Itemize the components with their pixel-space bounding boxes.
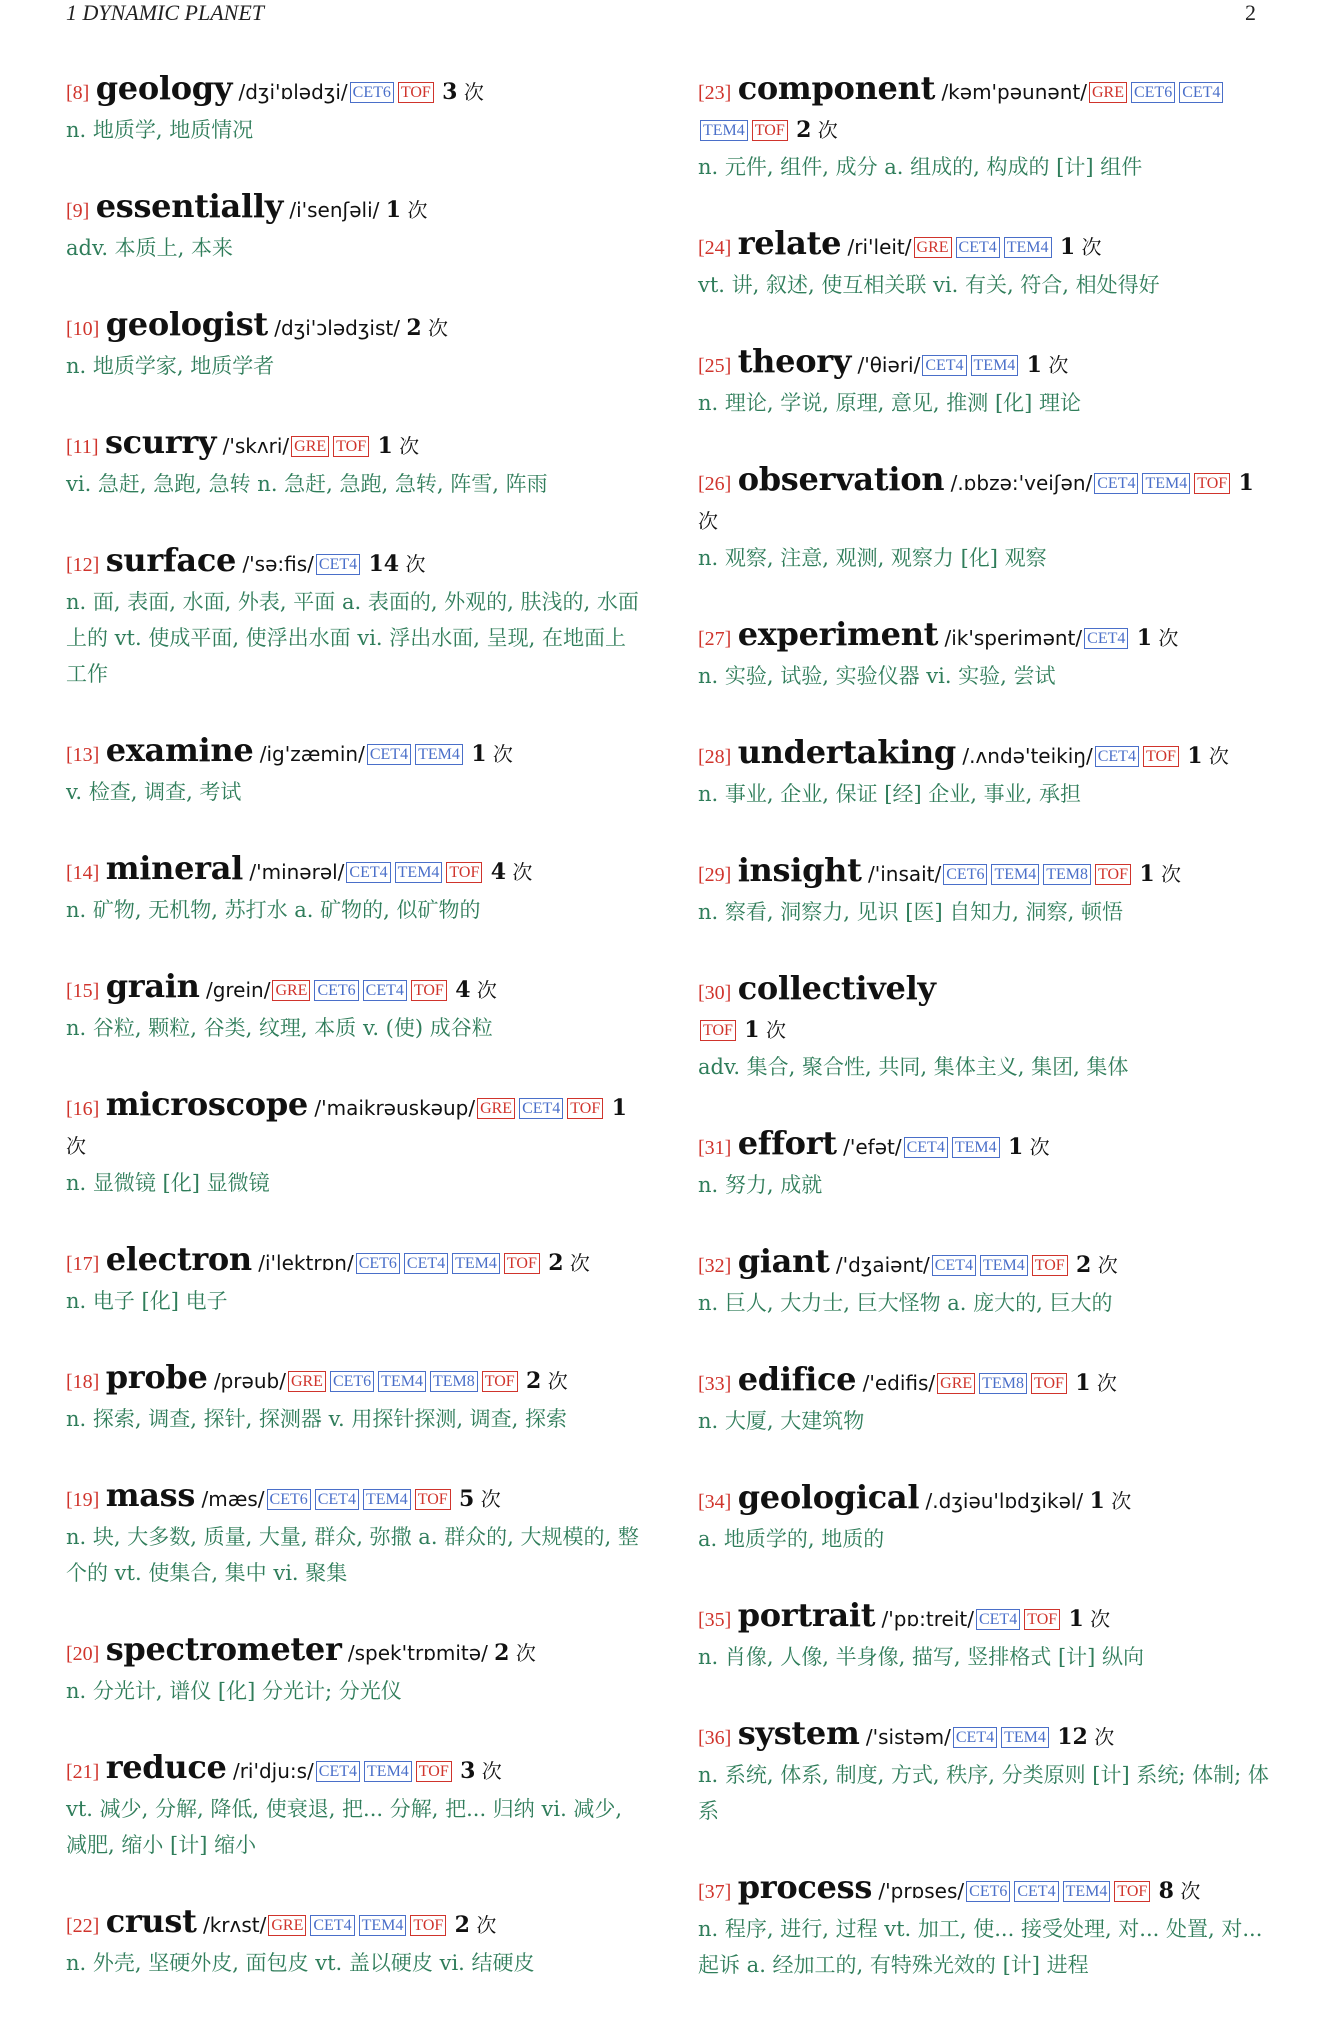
entry-word: scurry [104, 423, 217, 461]
entry-number: [8] [66, 82, 90, 104]
word-entry [698, 852, 1273, 930]
exam-tag: TOF [398, 82, 434, 103]
entry-phonetic: /grein/ [205, 978, 271, 1002]
exam-tag: TEM4 [378, 1371, 426, 1392]
exam-tag: TEM4 [952, 1137, 1000, 1158]
entry-number: [15] [66, 980, 100, 1002]
word-entry [698, 734, 1273, 812]
entry-phonetic: /krʌst/ [202, 1913, 267, 1937]
entry-definition: n. 块, 大多数, 质量, 大量, 群众, 弥撒 a. 群众的, 大规模的, 整个的 vt. 使集合, 集中 vi. 聚集 [66, 1525, 639, 1585]
exam-tag: CET6 [356, 1253, 400, 1274]
entry-word: reduce [105, 1748, 227, 1786]
entry-phonetic: /'pɒ:treit/ [881, 1607, 974, 1631]
exam-tag: TOF [700, 1020, 736, 1041]
exam-tag: CET6 [330, 1371, 374, 1392]
entry-definition: n. 观察, 注意, 观测, 观察力 [化] 观察 [698, 546, 1047, 570]
entry-number: [25] [698, 355, 732, 377]
word-entry [66, 1086, 641, 1201]
entry-frequency: 12 次 [1057, 1724, 1115, 1750]
word-entry [698, 970, 1273, 1085]
entry-number: [16] [66, 1098, 100, 1120]
exam-tag: CET4 [904, 1137, 948, 1158]
exam-tag: TEM4 [1004, 237, 1052, 258]
entry-word: mass [105, 1476, 196, 1514]
entry-number: [33] [698, 1373, 732, 1395]
exam-tag: TEM4 [700, 120, 748, 141]
exam-tag: CET4 [953, 1727, 997, 1748]
entry-frequency: 4 次 [455, 977, 497, 1003]
word-entry [698, 343, 1273, 421]
entry-headline [698, 1361, 1273, 1403]
exam-tag: TOF [415, 1489, 451, 1510]
entry-number: [9] [66, 200, 90, 222]
entry-number: [22] [66, 1915, 100, 1937]
entry-phonetic: /'minərəl/ [249, 860, 345, 884]
exam-tag: TOF [411, 980, 447, 1001]
entry-number: [12] [66, 554, 100, 576]
entry-phonetic: /ik'sperimənt/ [944, 626, 1083, 650]
entry-number: [27] [698, 628, 732, 650]
exam-tag: TOF [482, 1371, 518, 1392]
exam-tag: TEM4 [452, 1253, 500, 1274]
entry-headline [698, 852, 1273, 894]
entry-number: [17] [66, 1253, 100, 1275]
exam-tag: GRE [268, 1915, 306, 1936]
entry-phonetic: /.ʌndə'teikiŋ/ [962, 744, 1093, 768]
word-entry [66, 1903, 641, 1981]
entry-phonetic: /'skʌri/ [222, 434, 290, 458]
word-entry [698, 616, 1273, 694]
entry-phonetic: /spek'trɒmitə/ [347, 1641, 488, 1665]
entry-word: probe [105, 1358, 208, 1396]
exam-tag: CET4 [367, 744, 411, 765]
entry-definition: n. 大厦, 大建筑物 [698, 1409, 865, 1433]
entry-headline [66, 1241, 641, 1283]
entry-phonetic: /'maikrəuskəup/ [314, 1096, 476, 1120]
entry-headline [66, 306, 641, 348]
entry-definition: n. 理论, 学说, 原理, 意见, 推测 [化] 理论 [698, 391, 1082, 415]
entry-headline [698, 343, 1273, 385]
word-entry [698, 1715, 1273, 1829]
entry-frequency: 1 次 [66, 1095, 627, 1158]
exam-tag: TEM4 [1142, 473, 1190, 494]
entry-number: [18] [66, 1371, 100, 1393]
exam-tag: CET4 [932, 1255, 976, 1276]
word-entry [698, 1243, 1273, 1321]
entry-headline [698, 1597, 1273, 1639]
entry-phonetic: /dʒi'ɒlədʒi/ [238, 80, 348, 104]
entry-frequency: 1 次 [471, 741, 513, 767]
entry-frequency: 2 次 [406, 315, 448, 341]
entry-word: spectrometer [105, 1630, 342, 1668]
exam-tag: TOF [416, 1761, 452, 1782]
exam-tag: CET4 [363, 980, 407, 1001]
exam-tag: TOF [1024, 1609, 1060, 1630]
entry-number: [30] [698, 982, 732, 1004]
entry-phonetic: /'sistəm/ [865, 1725, 951, 1749]
entry-headline [698, 1869, 1273, 1911]
entry-number: [32] [698, 1255, 732, 1277]
entry-word: edifice [737, 1360, 857, 1398]
exam-tag: CET6 [314, 980, 358, 1001]
exam-tag: TEM4 [1001, 1727, 1049, 1748]
word-entry [698, 1597, 1273, 1675]
entry-frequency: 3 次 [442, 79, 484, 105]
entry-phonetic: /ig'zæmin/ [259, 742, 365, 766]
entry-word: crust [105, 1902, 197, 1940]
entry-definition: n. 努力, 成就 [698, 1173, 823, 1197]
exam-tag: GRE [937, 1373, 975, 1394]
entry-number: [29] [698, 864, 732, 886]
entry-frequency: 1 次 [385, 197, 428, 223]
entry-definition: n. 察看, 洞察力, 见识 [医] 自知力, 洞察, 顿悟 [698, 900, 1124, 924]
entry-number: [28] [698, 746, 732, 768]
entry-headline [698, 461, 1273, 540]
word-entry [66, 850, 641, 928]
entry-number: [37] [698, 1881, 732, 1903]
exam-tag: CET6 [943, 864, 987, 885]
entry-frequency: 1 次 [1026, 352, 1069, 378]
word-entry [698, 1361, 1273, 1439]
entry-phonetic: /'sə:fis/ [242, 552, 314, 576]
entry-phonetic: /.dʒiəu'lɒdʒikəl/ [925, 1489, 1084, 1513]
entry-word: geological [737, 1478, 920, 1516]
entry-headline [66, 1086, 641, 1165]
entry-frequency: 4 次 [490, 859, 533, 885]
word-entry [66, 542, 641, 692]
word-entry [66, 70, 641, 148]
entry-definition: n. 事业, 企业, 保证 [经] 企业, 事业, 承担 [698, 782, 1082, 806]
entry-definition: vt. 讲, 叙述, 使互相关联 vi. 有关, 符合, 相处得好 [698, 273, 1160, 297]
entry-frequency: 14 次 [368, 551, 426, 577]
entry-definition: n. 程序, 进行, 过程 vt. 加工, 使... 接受处理, 对... 处置, 对... 起诉 a. 经加工的, 有特殊光效的 [计] 进程 [698, 1917, 1263, 1977]
exam-tag: TOF [1114, 1881, 1150, 1902]
entry-word: theory [737, 342, 852, 380]
word-entry [66, 1631, 641, 1709]
entry-word: observation [737, 460, 945, 498]
entry-definition: n. 地质学, 地质情况 [66, 118, 254, 142]
entry-phonetic: /kəm'pəunənt/ [941, 80, 1087, 104]
entry-frequency: 2 次 [526, 1368, 568, 1394]
exam-tag: CET4 [346, 862, 390, 883]
entry-definition: vi. 急赶, 急跑, 急转 n. 急赶, 急跑, 急转, 阵雪, 阵雨 [66, 472, 548, 496]
entry-phonetic: /i'senʃəli/ [289, 198, 380, 222]
exam-tag: TEM4 [991, 864, 1039, 885]
exam-tag: CET4 [956, 237, 1000, 258]
word-entry [698, 225, 1273, 303]
entry-number: [10] [66, 318, 100, 340]
entry-number: [24] [698, 237, 732, 259]
entry-definition: n. 面, 表面, 水面, 外表, 平面 a. 表面的, 外观的, 肤浅的, 水面上的 vt. 使成平面, 使浮出水面 vi. 浮出水面, 呈现, 在地面上工作 [66, 590, 639, 686]
entry-number: [35] [698, 1609, 732, 1631]
entry-phonetic: /mæs/ [201, 1487, 265, 1511]
entry-phonetic: /'insait/ [867, 862, 942, 886]
word-entry [66, 306, 641, 384]
entry-definition: vt. 减少, 分解, 降低, 使衰退, 把... 分解, 把... 归纳 vi. 减少, 减肥, 缩小 [计] 缩小 [66, 1797, 623, 1857]
entry-headline [66, 1477, 641, 1519]
entry-phonetic: /ri'leit/ [847, 235, 912, 259]
entry-word: relate [737, 224, 842, 262]
entry-headline [66, 850, 641, 892]
exam-tag: TEM4 [359, 1915, 407, 1936]
page-number: 2 [1245, 0, 1256, 25]
exam-tag: CET6 [267, 1489, 311, 1510]
word-entry [698, 70, 1273, 185]
exam-tag: TOF [410, 1915, 446, 1936]
exam-tag: TEM4 [1063, 1881, 1111, 1902]
entry-frequency: 5 次 [459, 1486, 501, 1512]
exam-tag: GRE [914, 237, 952, 258]
entry-word: essentially [95, 187, 283, 225]
entry-frequency: 2 次 [796, 117, 838, 143]
exam-tag: GRE [477, 1098, 515, 1119]
entry-number: [36] [698, 1727, 732, 1749]
exam-tag: CET4 [1179, 82, 1223, 103]
exam-tag: CET4 [1084, 628, 1128, 649]
exam-tag: GRE [288, 1371, 326, 1392]
entry-headline [698, 616, 1273, 658]
entry-word: microscope [105, 1085, 308, 1123]
entry-frequency: 1 次 [1068, 1606, 1111, 1632]
entry-word: grain [105, 967, 200, 1005]
word-entry [698, 461, 1273, 576]
entry-number: [21] [66, 1761, 100, 1783]
entry-headline [66, 1359, 641, 1401]
exam-tag: CET4 [316, 554, 360, 575]
word-entry [66, 188, 641, 266]
chapter-title: 1 DYNAMIC PLANET [66, 0, 265, 25]
entry-phonetic: /'edifis/ [862, 1371, 936, 1395]
entry-definition: v. 检查, 调查, 考试 [66, 780, 242, 804]
entry-frequency: 2 次 [1076, 1252, 1118, 1278]
entry-definition: n. 肖像, 人像, 半身像, 描写, 竖排格式 [计] 纵向 [698, 1645, 1145, 1669]
exam-tag: TEM4 [364, 1761, 412, 1782]
entry-headline [66, 1749, 641, 1791]
entry-number: [14] [66, 862, 100, 884]
entry-frequency: 1 次 [1075, 1370, 1117, 1396]
entry-number: [23] [698, 82, 732, 104]
word-entry [66, 1477, 641, 1591]
exam-tag: TOF [567, 1098, 603, 1119]
entry-frequency: 3 次 [460, 1758, 502, 1784]
entry-word: electron [105, 1240, 252, 1278]
left-column [66, 70, 641, 2021]
entry-definition: n. 探索, 调查, 探针, 探测器 v. 用探针探测, 调查, 探索 [66, 1407, 568, 1431]
entry-word: component [737, 69, 936, 107]
exam-tag: TEM4 [980, 1255, 1028, 1276]
entry-phonetic: /'prɒses/ [878, 1879, 965, 1903]
exam-tag: CET6 [966, 1881, 1010, 1902]
entry-headline [66, 1631, 641, 1673]
exam-tag: CET4 [404, 1253, 448, 1274]
entry-phonetic: /.ɒbzə:'veiʃən/ [950, 471, 1093, 495]
entry-definition: n. 实验, 试验, 实验仪器 vi. 实验, 尝试 [698, 664, 1056, 688]
entry-frequency: 2 次 [454, 1912, 497, 1938]
entry-word: collectively [737, 969, 936, 1007]
exam-tag: CET4 [315, 1489, 359, 1510]
entry-headline [66, 1903, 641, 1945]
page-header [66, 0, 1256, 30]
word-entry [66, 1749, 641, 1863]
exam-tag: CET4 [316, 1761, 360, 1782]
entry-frequency: 1 次 [698, 470, 1254, 533]
entry-frequency: 1 次 [1139, 861, 1181, 887]
word-entry [66, 732, 641, 810]
entry-frequency: 2 次 [494, 1640, 536, 1666]
entry-phonetic: /'dʒaiənt/ [835, 1253, 930, 1277]
word-entry [66, 1241, 641, 1319]
entry-word: geology [95, 69, 233, 107]
entry-headline [66, 732, 641, 774]
entry-phonetic: /dʒi'ɔlədʒist/ [274, 316, 400, 340]
right-column [698, 70, 1273, 2023]
entry-number: [19] [66, 1489, 100, 1511]
exam-tag: TOF [446, 862, 482, 883]
entry-definition: adv. 集合, 聚合性, 共同, 集体主义, 集团, 集体 [698, 1055, 1129, 1079]
entry-definition: n. 谷粒, 颗粒, 谷类, 纹理, 本质 v. (使) 成谷粒 [66, 1016, 493, 1040]
entry-definition: n. 地质学家, 地质学者 [66, 354, 275, 378]
exam-tag: TOF [1031, 1373, 1067, 1394]
word-entry [66, 968, 641, 1046]
entry-phonetic: /i'lektrɒn/ [258, 1251, 354, 1275]
entry-word: process [737, 1868, 873, 1906]
entry-word: examine [105, 731, 254, 769]
entry-definition: n. 系统, 体系, 制度, 方式, 秩序, 分类原则 [计] 系统; 体制; 体系 [698, 1763, 1269, 1823]
entry-word: effort [737, 1124, 837, 1162]
word-entry [698, 1479, 1273, 1557]
exam-tag: TOF [333, 436, 369, 457]
entry-word: surface [105, 541, 237, 579]
exam-tag: TOF [1194, 473, 1230, 494]
exam-tag: CET4 [1095, 746, 1139, 767]
entry-phonetic: /'efət/ [843, 1135, 902, 1159]
word-entry [66, 1359, 641, 1437]
exam-tag: CET4 [310, 1915, 354, 1936]
entry-definition: n. 元件, 组件, 成分 a. 组成的, 构成的 [计] 组件 [698, 155, 1143, 179]
entry-headline [698, 1715, 1273, 1757]
entry-word: geologist [105, 305, 268, 343]
entry-headline [698, 1125, 1273, 1167]
entry-frequency: 1 次 [744, 1017, 786, 1043]
entry-word: insight [737, 851, 862, 889]
entry-headline [66, 542, 641, 584]
entry-number: [11] [66, 436, 99, 458]
entry-headline [698, 1243, 1273, 1285]
exam-tag: CET4 [1094, 473, 1138, 494]
exam-tag: TEM8 [430, 1371, 478, 1392]
entry-headline [66, 424, 641, 466]
entry-definition: a. 地质学的, 地质的 [698, 1527, 885, 1551]
entry-word: system [737, 1714, 860, 1752]
entry-word: portrait [737, 1596, 876, 1634]
entry-number: [13] [66, 744, 100, 766]
entry-headline [698, 734, 1273, 776]
exam-tag: TEM4 [363, 1489, 411, 1510]
entry-number: [34] [698, 1491, 732, 1513]
entry-headline [698, 1479, 1273, 1521]
entry-definition: n. 电子 [化] 电子 [66, 1289, 228, 1313]
entry-frequency: 1 次 [1136, 625, 1179, 651]
entry-frequency: 1 次 [1187, 743, 1229, 769]
exam-tag: GRE [272, 980, 310, 1001]
entry-number: [31] [698, 1137, 732, 1159]
entry-frequency: 8 次 [1158, 1878, 1201, 1904]
entry-word: mineral [105, 849, 243, 887]
exam-tag: CET4 [922, 355, 966, 376]
entry-headline [698, 70, 1273, 149]
word-entry [698, 1125, 1273, 1203]
exam-tag: GRE [1089, 82, 1127, 103]
exam-tag: CET4 [519, 1098, 563, 1119]
entry-frequency: 1 次 [1059, 234, 1102, 260]
entry-number: [20] [66, 1643, 100, 1665]
entry-frequency: 1 次 [1007, 1134, 1050, 1160]
exam-tag: TEM8 [1043, 864, 1091, 885]
entry-definition: n. 分光计, 谱仪 [化] 分光计; 分光仪 [66, 1679, 402, 1703]
entry-headline [698, 225, 1273, 267]
exam-tag: CET6 [1131, 82, 1175, 103]
exam-tag: TEM4 [395, 862, 443, 883]
entry-word: giant [737, 1242, 830, 1280]
entry-headline [66, 70, 641, 112]
word-entry [66, 424, 641, 502]
entry-definition: n. 巨人, 大力士, 巨大怪物 a. 庞大的, 巨大的 [698, 1291, 1113, 1315]
entry-headline [66, 188, 641, 230]
exam-tag: TOF [1143, 746, 1179, 767]
exam-tag: TOF [1095, 864, 1131, 885]
entry-word: experiment [737, 615, 939, 653]
entry-word: undertaking [737, 733, 956, 771]
entry-headline [698, 970, 1273, 1049]
entry-definition: n. 外壳, 坚硬外皮, 面包皮 vt. 盖以硬皮 vi. 结硬皮 [66, 1951, 535, 1975]
entry-definition: adv. 本质上, 本来 [66, 236, 234, 260]
entry-frequency: 2 次 [548, 1250, 590, 1276]
exam-tag: GRE [291, 436, 329, 457]
exam-tag: CET4 [1014, 1881, 1058, 1902]
entry-frequency: 1 次 [1089, 1488, 1132, 1514]
word-entry [698, 1869, 1273, 1983]
entry-number: [26] [698, 473, 732, 495]
entry-phonetic: /'θiəri/ [857, 353, 921, 377]
entry-frequency: 1 次 [377, 433, 420, 459]
exam-tag: TEM4 [415, 744, 463, 765]
exam-tag: TOF [1032, 1255, 1068, 1276]
entry-definition: n. 矿物, 无机物, 苏打水 a. 矿物的, 似矿物的 [66, 898, 481, 922]
exam-tag: TEM8 [979, 1373, 1027, 1394]
entry-phonetic: /prəub/ [213, 1369, 286, 1393]
entry-definition: n. 显微镜 [化] 显微镜 [66, 1171, 270, 1195]
exam-tag: CET6 [350, 82, 394, 103]
entry-headline [66, 968, 641, 1010]
entry-phonetic: /ri'dju:s/ [232, 1759, 314, 1783]
exam-tag: TOF [752, 120, 788, 141]
exam-tag: TEM4 [971, 355, 1019, 376]
exam-tag: CET4 [976, 1609, 1020, 1630]
exam-tag: TOF [504, 1253, 540, 1274]
